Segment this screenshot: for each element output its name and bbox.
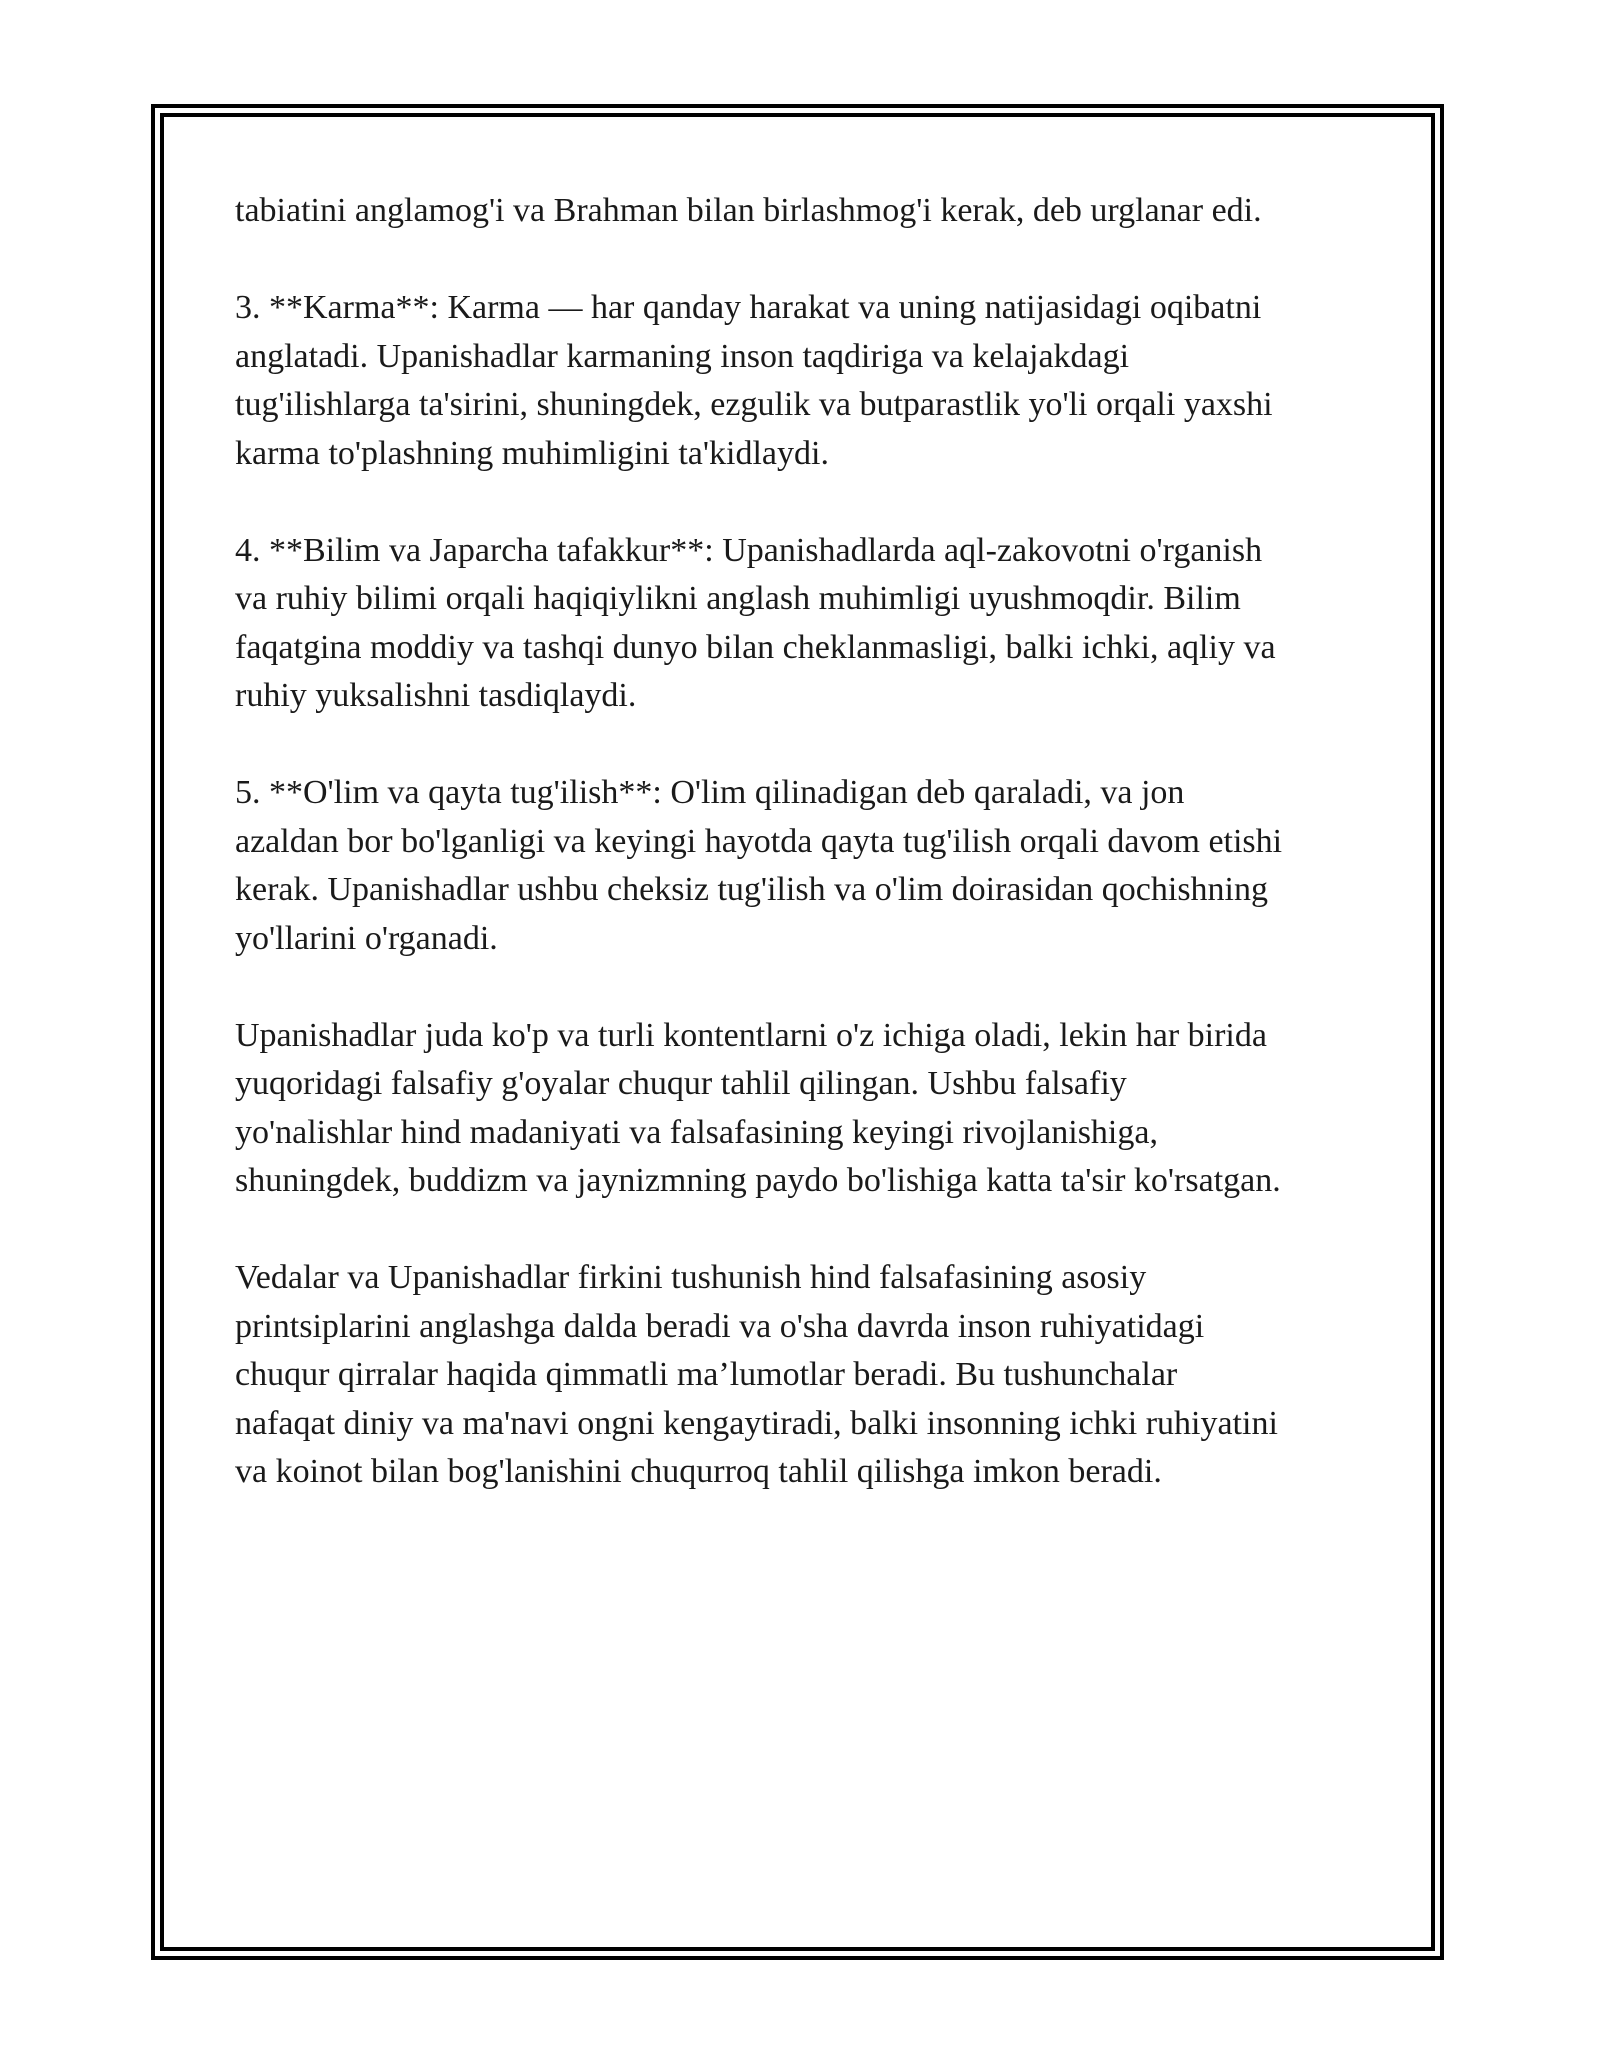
paragraph-olim: 5. **O'lim va qayta tug'ilish**: O'lim qilinadigan deb qaraladi, va jon azaldan bor bo'lganligi va keyingi hayotda qayta tug'ilish orqali davom etishi kerak. Upanishadlar ushbu cheksiz tug'ilish va o'lim doirasidan qochishning yo'llarini o'rganadi. [235, 774, 1283, 957]
paragraph-bilim: 4. **Bilim va Japarcha tafakkur**: Upanishadlarda aql-zakovotni o'rganish va ruhiy bilimi orqali haqiqiylikni anglash muhimligi uyushmoqdir. Bilim faqatgina moddiy va tashqi dunyo bilan cheklanmasligi, balki ichki, aqliy va ruhiy yuksalishni tasdiqlaydi. [235, 531, 1276, 714]
paragraph-continuation: tabiatini anglamog'i va Brahman bilan birlashmog'i kerak, deb urglanar edi. [235, 192, 1262, 229]
paragraph-summary: Upanishadlar juda ko'p va turli kontentlarni o'z ichiga oladi, lekin har birida yuqoridagi falsafiy g'oyalar chuqur tahlil qilingan. Ushbu falsafiy yo'nalishlar hind madaniyati va falsafasining keyingi rivojlanishiga, shuningdek, buddizm va jaynizmning paydo bo'lishiga katta ta'sir ko'rsatgan. [235, 1016, 1281, 1199]
document-body [235, 187, 1365, 1545]
paragraph-conclusion: Vedalar va Upanishadlar firkini tushunish hind falsafasining asosiy printsiplarini anglashga dalda beradi va o'sha davrda inson ruhiyatidagi chuqur qirralar haqida qimmatli ma’lumotlar beradi. Bu tushunchalar nafaqat diniy va ma'navi ongni kengaytiradi, balki insonning ichki ruhiyatini va koinot bilan bog'lanishini chuqurroq tahlil qilishga imkon beradi. [235, 1259, 1278, 1490]
paragraph-karma: 3. **Karma**: Karma — har qanday harakat va uning natijasidagi oqibatni anglatadi. Upanishadlar karmaning inson taqdiriga va kelajakdagi tug'ilishlarga ta'sirini, shuningdek, ezgulik va butparastlik yo'li orqali yaxshi karma to'plashning muhimligini ta'kidlaydi. [235, 289, 1273, 472]
